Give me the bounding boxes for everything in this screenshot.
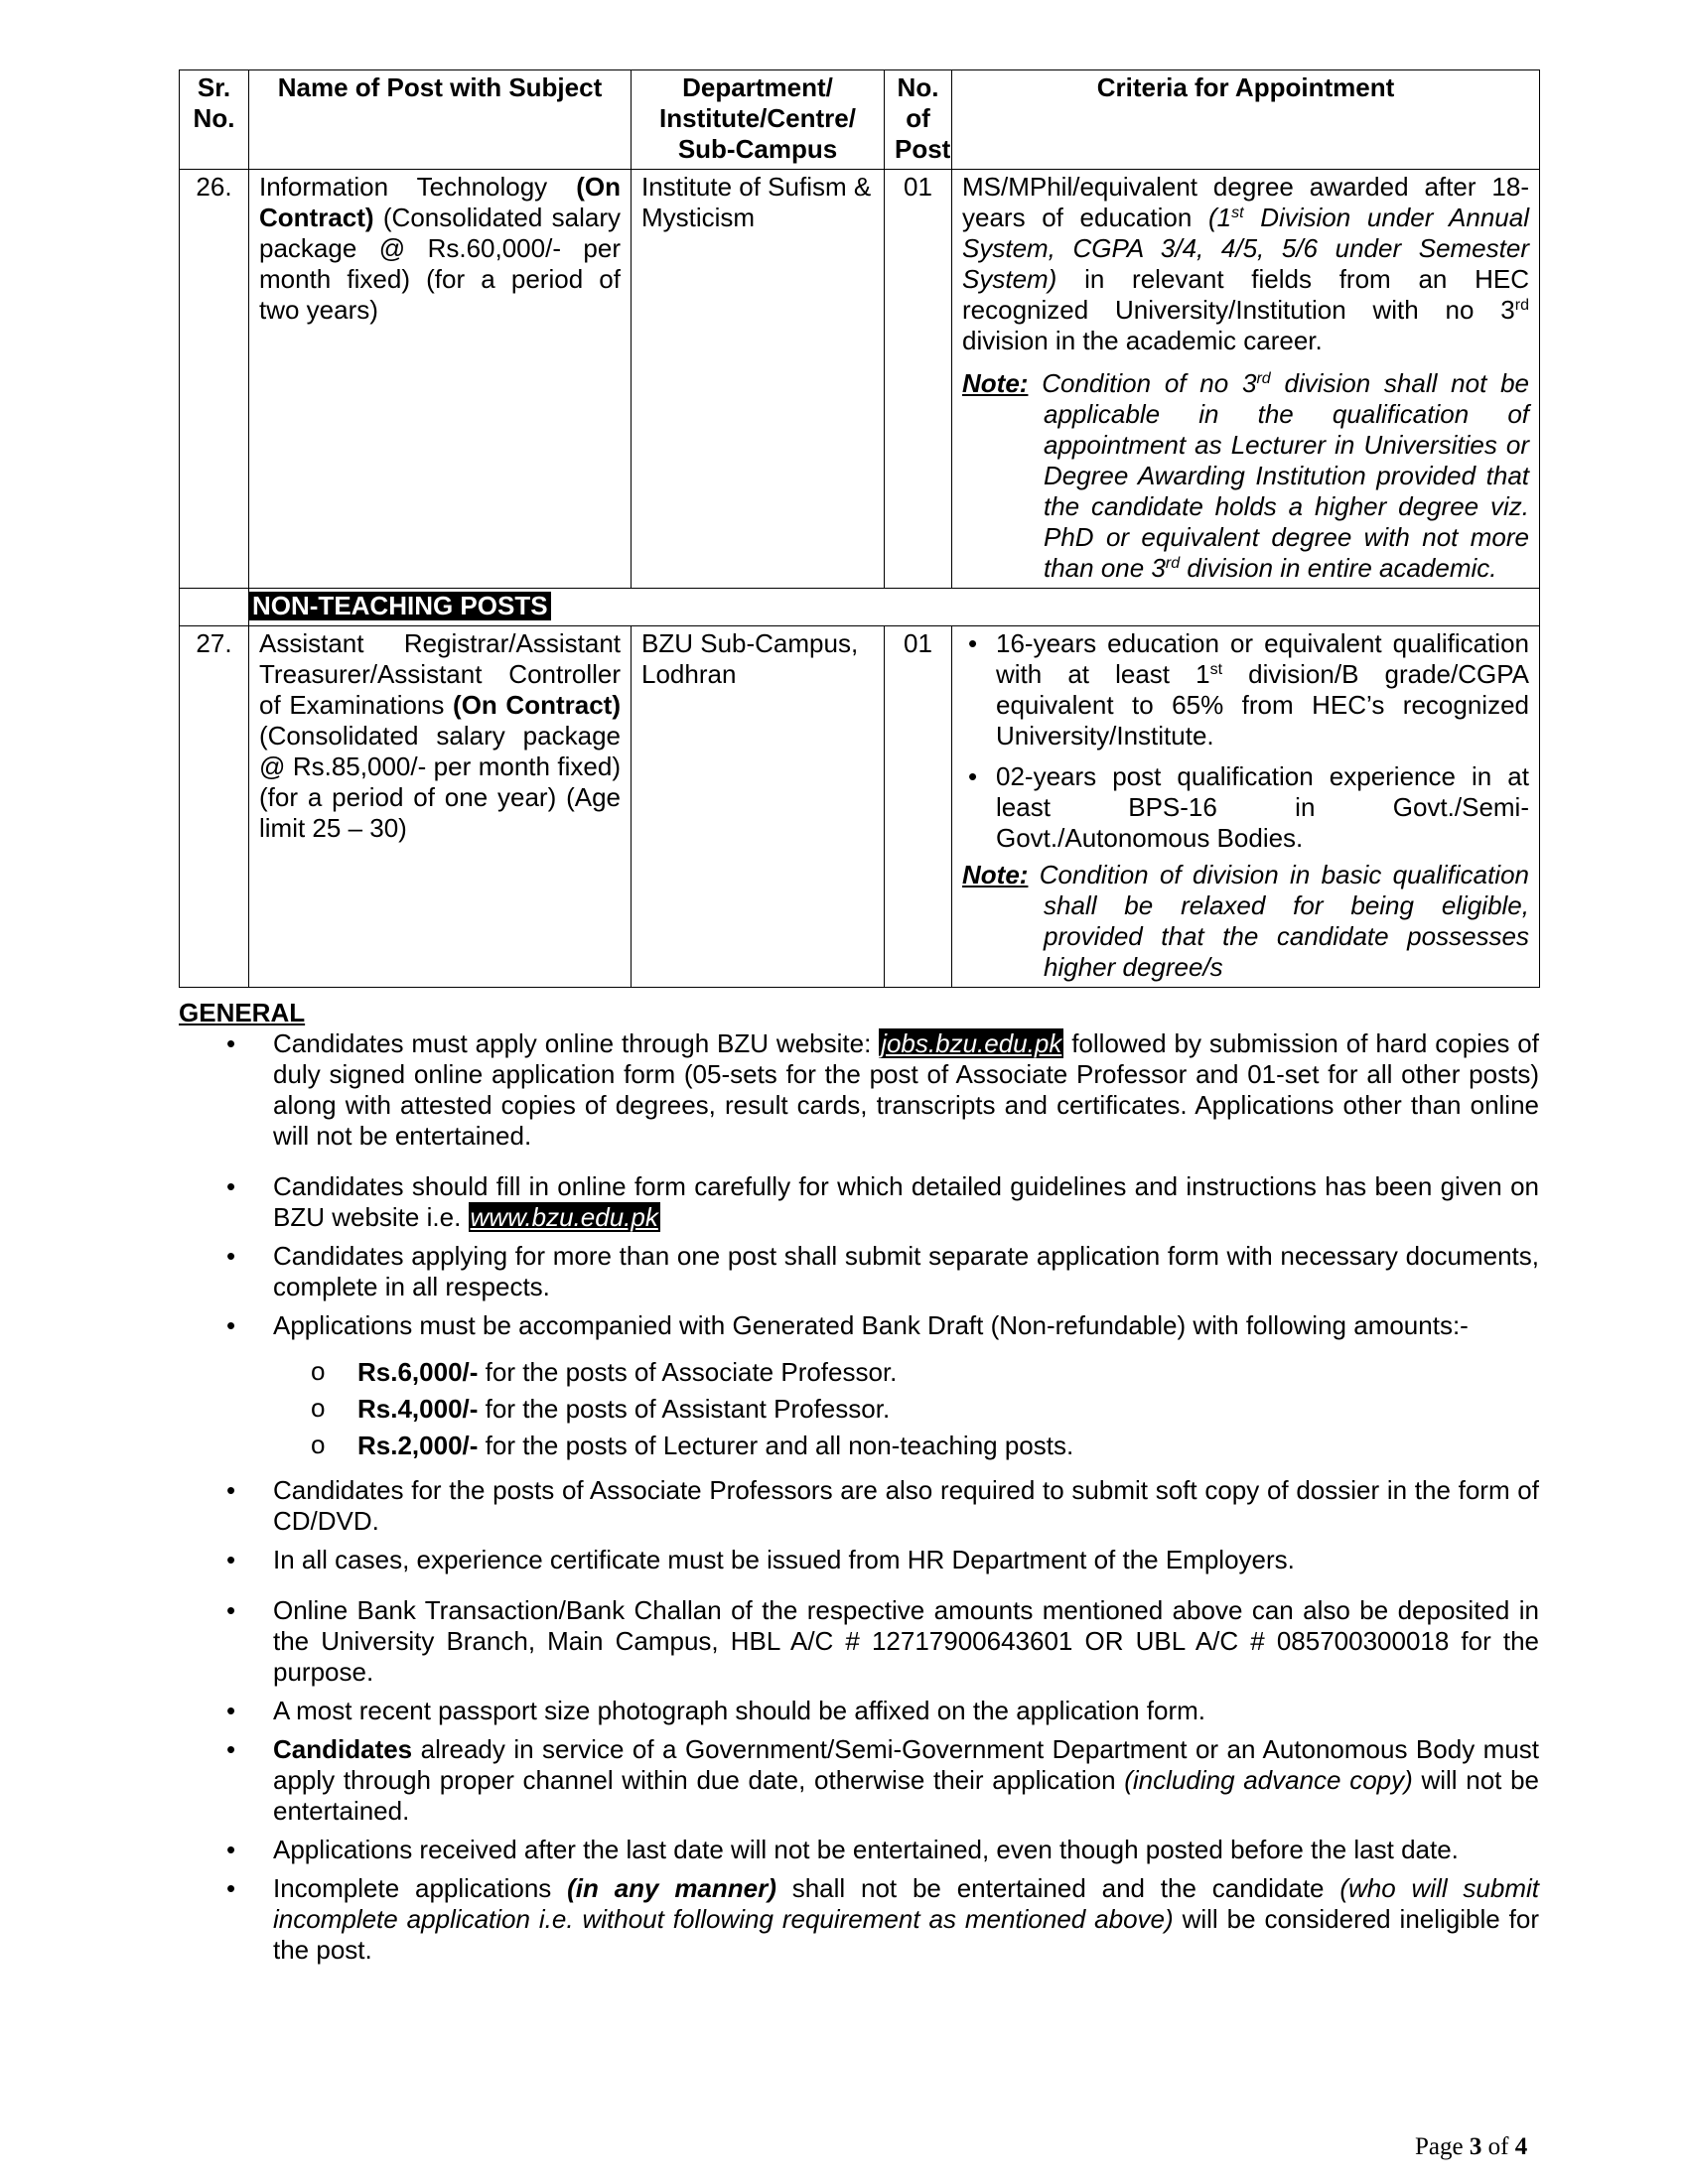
general-heading: GENERAL xyxy=(179,998,306,1027)
list-item xyxy=(179,1734,1539,1827)
page-total: 4 xyxy=(1514,2133,1528,2160)
fee1-amount: Rs.6,000/- xyxy=(357,1357,479,1387)
item1-text-b: followed by submission of hard copies of duly signed online application form (05-sets for the post of Associate Professor and 01-set for all other posts) along with attested copies of degrees, result cards, transcripts and certificates. Applications other than online will not be entertained. xyxy=(273,1028,1539,1151)
crit-text-c: Division under Annual System, CGPA 3/4, 4/5, 5/6 under Semester System) xyxy=(962,203,1529,294)
row26-num: 01 xyxy=(885,170,952,589)
item2-text: Candidates should fill in online form carefully for which detailed guidelines and instructions has been given on BZU website i.e. xyxy=(273,1171,1539,1232)
fee3-text: for the posts of Lecturer and all non-teaching posts. xyxy=(478,1431,1074,1460)
note-sup-1: rd xyxy=(1256,370,1271,387)
page-footer xyxy=(1415,2131,1527,2162)
crit-text-e: division in the academic career. xyxy=(962,326,1323,355)
list-item: • Candidates applying for more than one post shall submit separate application form with necessary documents, complete in all respects. xyxy=(179,1241,1539,1302)
fee2-amount: Rs.4,000/- xyxy=(357,1394,479,1424)
fees-list xyxy=(273,1357,1539,1461)
row27-contract-label: (On Contract) xyxy=(453,690,621,720)
row27-name-text: Assistant Registrar/Assistant Treasurer/Assistant Controller of Examinations xyxy=(259,628,621,720)
item9-bold: Candidates xyxy=(273,1734,413,1764)
item11-bold-italic: (in any manner) xyxy=(567,1873,776,1903)
row26-sr: 26. xyxy=(180,170,249,589)
note-label: Note: xyxy=(962,860,1029,889)
item4-text: Applications must be accompanied with Generated Bank Draft (Non-refundable) with following amounts:- xyxy=(273,1310,1469,1340)
list-item xyxy=(179,1310,1539,1461)
bullet1-text-b: division/B grade/CGPA equivalent to 65% from HEC’s recognized University/Institute. xyxy=(996,659,1529,751)
note-text: Condition of division in basic qualification shall be relaxed for being eligible, provided that the candidate possesses higher degree/s xyxy=(1028,860,1529,982)
table-header-row xyxy=(180,70,1540,170)
list-item: • 02-years post qualification experience in at least BPS-16 in Govt./Semi-Govt./Autonomous Bodies. xyxy=(962,761,1529,854)
row26-name xyxy=(249,170,632,589)
item9-italic: (including advance copy) xyxy=(1124,1765,1413,1795)
section-row xyxy=(180,589,1540,626)
non-teaching-section-label: NON-TEACHING POSTS xyxy=(249,592,551,620)
row26-criteria-text xyxy=(962,172,1529,356)
jobs-website-link[interactable]: jobs.bzu.edu.pk xyxy=(881,1028,1062,1058)
row27-salary-text: (Consolidated salary package @ Rs.85,000/- per month fixed) (for a period of one year) (Age limit 25 – 30) xyxy=(259,721,621,843)
list-item xyxy=(179,1873,1539,1966)
row27-sr: 27. xyxy=(180,626,249,988)
note-text-a: Condition of no 3 xyxy=(1028,368,1257,398)
list-item: • Candidates for the posts of Associate Professors are also required to submit soft copy of dossier in the form of CD/DVD. xyxy=(179,1475,1539,1537)
header-sr: Sr. No. xyxy=(180,70,249,170)
row26-criteria xyxy=(952,170,1540,589)
list-item: • Applications received after the last date will not be entertained, even though posted before the last date. xyxy=(179,1835,1539,1865)
table-row xyxy=(180,170,1540,589)
fee3-amount: Rs.2,000/- xyxy=(357,1431,479,1460)
of-label: of xyxy=(1481,2133,1515,2160)
bullet1-text-a: 16-years education or equivalent qualification with at least 1 xyxy=(996,628,1529,689)
row27-name xyxy=(249,626,632,988)
list-item xyxy=(179,1171,1539,1233)
header-criteria: Criteria for Appointment xyxy=(952,70,1540,170)
list-item: • In all cases, experience certificate must be issued from HR Department of the Employers. xyxy=(179,1545,1539,1575)
crit-text-a: MS/MPhil/equivalent degree awarded after 18-years of education xyxy=(962,172,1529,232)
note-label: Note: xyxy=(962,368,1029,398)
list-item: • Online Bank Transaction/Bank Challan of the respective amounts mentioned above can also be deposited in the University Branch, Main Campus, HBL A/C # 12717900643601 OR UBL A/C # 085700300018 for the purpose. xyxy=(179,1595,1539,1688)
item11-text-c: will be considered ineligible for the post. xyxy=(273,1904,1539,1965)
page-label: Page xyxy=(1415,2133,1470,2160)
item9-text-a: already in service of a Government/Semi-Government Department or an Autonomous Body must apply through proper channel within due date, otherwise their application xyxy=(273,1734,1539,1795)
document-page xyxy=(179,69,1539,1974)
item1-text-a: Candidates must apply online through BZU website: xyxy=(273,1028,880,1058)
list-item xyxy=(962,628,1529,751)
page-number: 3 xyxy=(1469,2133,1482,2160)
row27-criteria-list xyxy=(962,628,1529,854)
section-cell xyxy=(249,589,1540,626)
section-blank-cell xyxy=(180,589,249,626)
fee-item xyxy=(273,1357,1539,1388)
row27-dept: BZU Sub-Campus, Lodhran xyxy=(632,626,885,988)
general-list xyxy=(179,1028,1539,1966)
item11-text-b: shall not be entertained and the candidate xyxy=(775,1873,1340,1903)
fee2-text: for the posts of Assistant Professor. xyxy=(478,1394,891,1424)
posts-table xyxy=(179,69,1540,988)
crit-text-b: (1 xyxy=(1207,203,1232,232)
bzu-website-link[interactable]: www.bzu.edu.pk xyxy=(470,1202,658,1232)
note-text-c: division in entire academic. xyxy=(1180,553,1497,583)
header-num: No. of Post xyxy=(885,70,952,170)
list-item xyxy=(179,1028,1539,1152)
row27-num: 01 xyxy=(885,626,952,988)
header-dept: Department/ Institute/Centre/ Sub-Campus xyxy=(632,70,885,170)
row27-note xyxy=(962,860,1529,983)
row26-name-text: Information Technology xyxy=(259,172,577,202)
note-text-b: division shall not be applicable in the qualification of appointment as Lecturer in Universities or Degree Awarding Institution provided that the candidate holds a higher degree viz. PhD or equivalent degree with not more than one 3 xyxy=(1044,368,1529,583)
fee-item xyxy=(273,1394,1539,1425)
fee-item xyxy=(273,1431,1539,1461)
item9-text-b: will not be entertained. xyxy=(273,1765,1539,1826)
crit-sup-2: rd xyxy=(1514,297,1529,314)
item11-text-a: Incomplete applications xyxy=(273,1873,568,1903)
fee1-text: for the posts of Associate Professor. xyxy=(478,1357,898,1387)
item11-italic: (who will submit incomplete application i.e. without following requirement as mentioned above) xyxy=(273,1873,1539,1934)
row26-note xyxy=(962,368,1529,584)
list-item: • A most recent passport size photograph should be affixed on the application form. xyxy=(179,1696,1539,1726)
table-row xyxy=(180,626,1540,988)
row26-contract-label: (On Contract) xyxy=(259,172,621,232)
header-name: Name of Post with Subject xyxy=(249,70,632,170)
row27-criteria xyxy=(952,626,1540,988)
row26-dept: Institute of Sufism & Mysticism xyxy=(632,170,885,589)
row26-salary-text: (Consolidated salary package @ Rs.60,000/- per month fixed) (for a period of two years) xyxy=(259,203,621,325)
bullet1-sup: st xyxy=(1209,661,1223,678)
crit-text-d: in relevant fields from an HEC recognized University/Institution with no 3 xyxy=(962,264,1529,325)
note-sup-2: rd xyxy=(1165,555,1181,572)
crit-sup-1: st xyxy=(1231,205,1244,221)
